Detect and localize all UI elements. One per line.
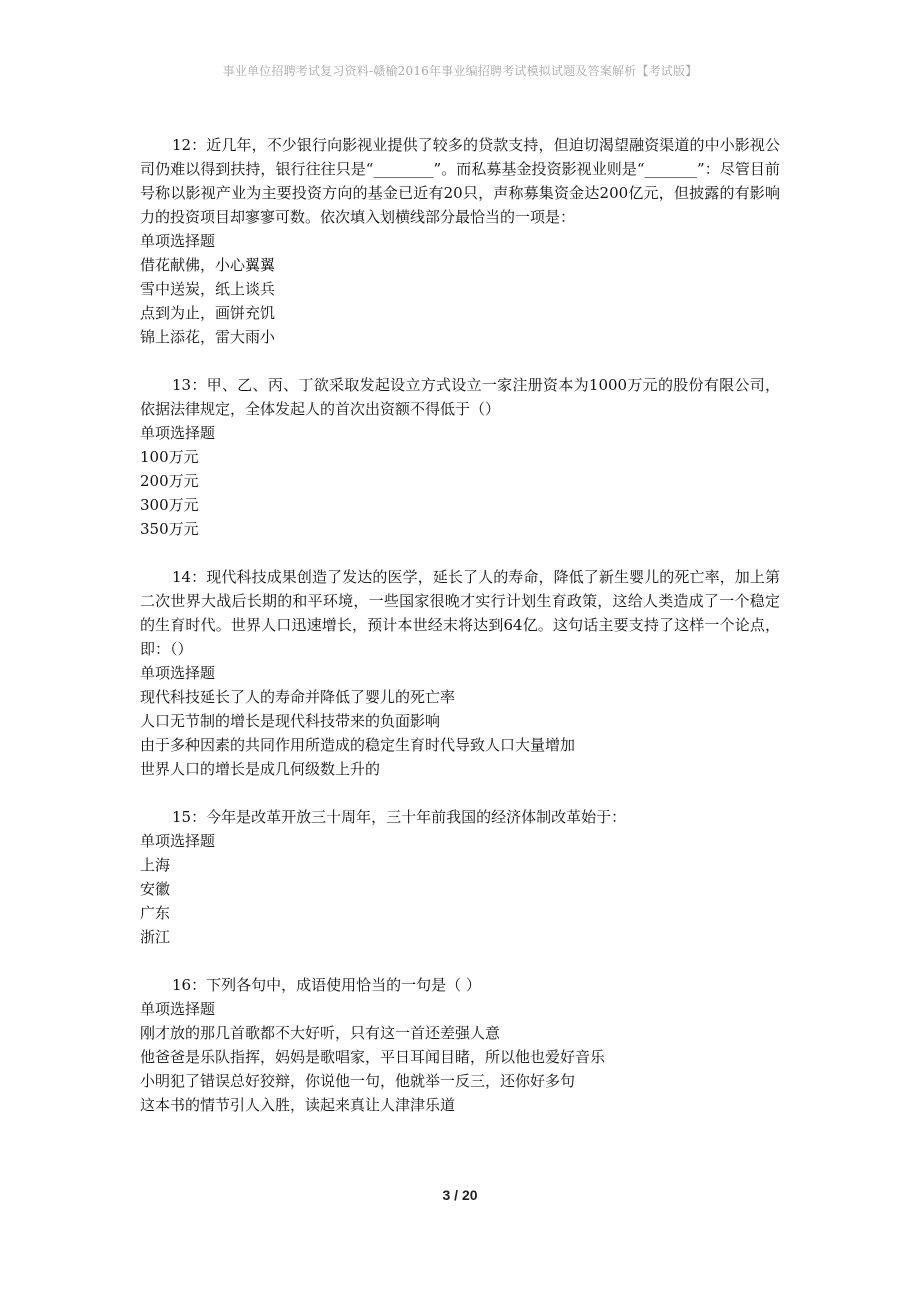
option: 借花献佛，小心翼翼 — [140, 256, 276, 274]
question-14 — [140, 565, 780, 781]
document-header: 事业单位招聘考试复习资料-赣榆2016年事业编招聘考试模拟试题及答案解析【考试版】 — [222, 64, 698, 78]
question-16 — [140, 973, 780, 1117]
question-stem: 14：现代科技成果创造了发达的医学，延长了人的寿命，降低了新生婴儿的死亡率，加上第二次世界大战后长期的和平环境，一些国家很晚才实行计划生育政策，这给人类造成了一个稳定的生育时代。世界人口迅速增长，预计本世经末将达到64亿。这句话主要支持了这样一个论点，即：（） — [140, 568, 780, 658]
question-type: 单项选择题 — [140, 832, 216, 850]
option: 锦上添花，雷大雨小 — [140, 328, 276, 346]
question-type: 单项选择题 — [140, 664, 216, 682]
question-stem: 12：近几年，不少银行向影视业提供了较多的贷款支持，但迫切渴望融资渠道的中小影视公司仍难以得到扶持，银行往往只是“________”。而私募基金投资影视业则是“_______”：尽管目前号称以影视产业为主要投资方向的基金已近有20只，声称募集资金达200亿元，但披露的有影响力的投资项目却寥寥可数。依次填入划横线部分最恰当的一项是： — [140, 136, 780, 226]
option: 安徽 — [140, 880, 171, 898]
question-type: 单项选择题 — [140, 1000, 216, 1018]
option: 世界人口的增长是成几何级数上升的 — [140, 760, 381, 778]
question-13 — [140, 373, 780, 541]
option: 浙江 — [140, 928, 171, 946]
question-stem: 13：甲、乙、丙、丁欲采取发起设立方式设立一家注册资本为1000万元的股份有限公司，依据法律规定，全体发起人的首次出资额不得低于（） — [140, 376, 780, 418]
option: 人口无节制的增长是现代科技带来的负面影响 — [140, 712, 441, 730]
option: 100万元 — [140, 448, 199, 466]
option: 由于多种因素的共同作用所造成的稳定生育时代导致人口大量增加 — [140, 736, 576, 754]
page-number: 3 / 20 — [442, 1187, 478, 1203]
option: 小明犯了错误总好狡辩，你说他一句，他就举一反三，还你好多句 — [140, 1072, 576, 1090]
question-15 — [140, 805, 780, 949]
question-list — [140, 133, 780, 1141]
option: 上海 — [140, 856, 171, 874]
option: 现代科技延长了人的寿命并降低了婴儿的死亡率 — [140, 688, 456, 706]
option: 350万元 — [140, 520, 199, 538]
option: 他爸爸是乐队指挥，妈妈是歌唱家，平日耳闻目睹，所以他也爱好音乐 — [140, 1048, 606, 1066]
option: 这本书的情节引人入胜，读起来真让人津津乐道 — [140, 1096, 456, 1114]
option: 200万元 — [140, 472, 199, 490]
option: 雪中送炭，纸上谈兵 — [140, 280, 276, 298]
option: 刚才放的那几首歌都不大好听，只有这一首还差强人意 — [140, 1024, 501, 1042]
question-type: 单项选择题 — [140, 232, 216, 250]
question-stem: 16：下列各句中，成语使用恰当的一句是（ ） — [172, 976, 481, 994]
question-stem: 15：今年是改革开放三十周年，三十年前我国的经济体制改革始于： — [172, 808, 627, 826]
option: 点到为止，画饼充饥 — [140, 304, 276, 322]
option: 300万元 — [140, 496, 199, 514]
question-type: 单项选择题 — [140, 424, 216, 442]
question-12 — [140, 133, 780, 349]
option: 广东 — [140, 904, 171, 922]
